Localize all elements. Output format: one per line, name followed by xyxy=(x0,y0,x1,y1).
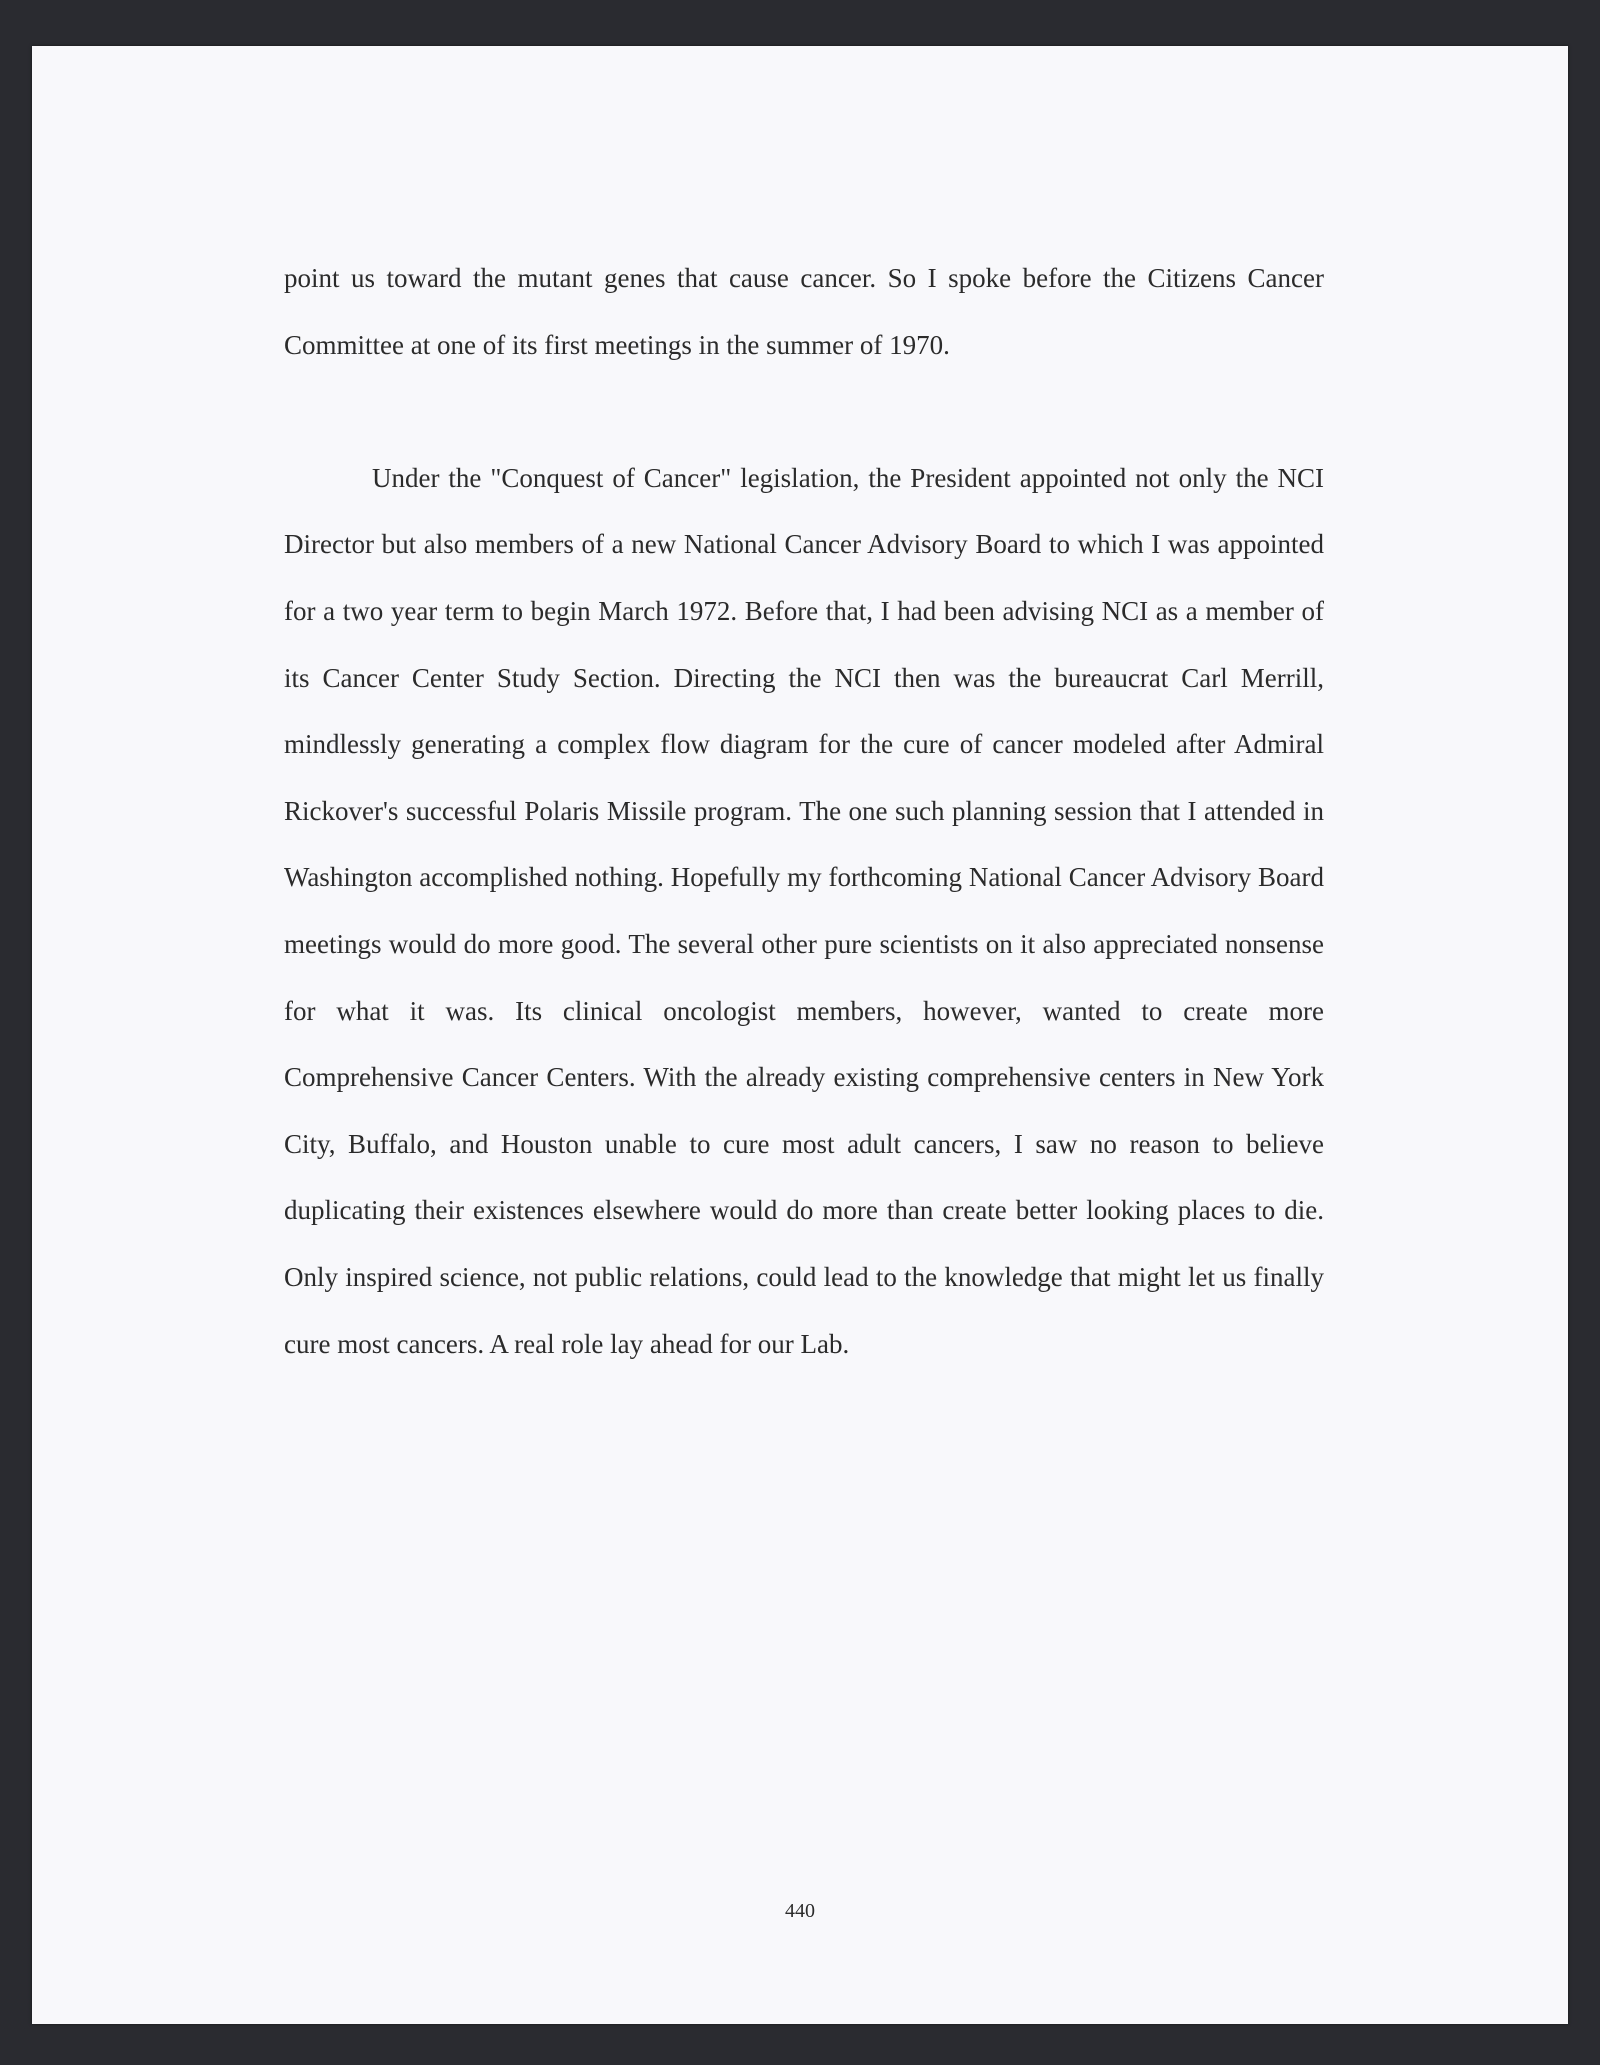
paragraph-main: Under the "Conquest of Cancer" legislation, the President appointed not only the NCI Director but also members of a new National Cancer Advisory Board to which I was appointed for a two year term to begin March 1972. Before that, I had been advising NCI as a member of its Cancer Center Study Section. Directing the NCI then was the bureaucrat Carl Merrill, mindlessly generating a complex flow diagram for the cure of cancer modeled after Admiral Rickover's successful Polaris Missile program. The one such planning session that I attended in Washington accomplished nothing. Hopefully my forthcoming National Cancer Advisory Board meetings would do more good. The several other pure scientists on it also appreciated nonsense for what it was. Its clinical oncologist members, however, wanted to create more Comprehensive Cancer Centers. With the already existing comprehensive centers in New York City, Buffalo, and Houston unable to cure most adult cancers, I saw no reason to believe duplicating their existences elsewhere would do more than create better looking places to die. Only inspired science, not public relations, could lead to the knowledge that might let us finally cure most cancers. A real role lay ahead for our Lab. xyxy=(284,462,1324,1359)
paragraph-continued: point us toward the mutant genes that cause cancer. So I spoke before the Citizens Cancer Committee at one of its first meetings in the summer of 1970. xyxy=(284,263,1324,360)
page-body xyxy=(284,245,1324,1377)
page-number: 440 xyxy=(785,1900,815,1922)
